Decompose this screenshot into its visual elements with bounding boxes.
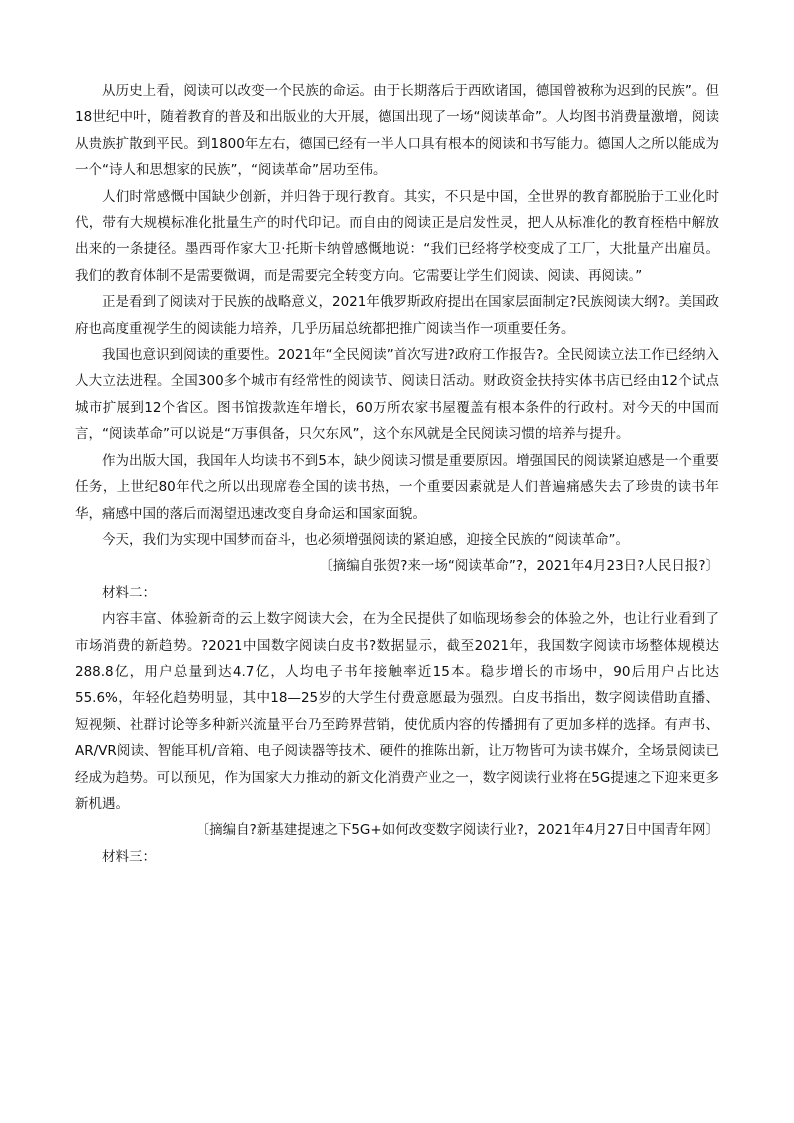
paragraph-reading-urgency: 作为出版大国，我国年人均读书不到5本，缺少阅读习惯是重要原因。增强国民的阅读紧迫感是一个重要任务，上世纪80年代之所以出现席卷全国的读书热，一个重要因素就是人们普遍痛感失去了珍贵的读书年华，痛感中国的落后而渴望迅速改变自身命运和国家面貌。	[75, 452, 719, 522]
material-three-label: 材料三：	[102, 848, 156, 865]
paragraph-digital-reading: 内容丰富、体验新奇的云上数字阅读大会，在为全民提供了如临现场参会的体验之外，也让行业看到了市场消费的新趋势。?2021中国数字阅读白皮书?数据显示，截至2021年，我国数字阅读市场整体规模达288.8亿，用户总量到达4.7亿，人均电子书年接触率近15本。稳步增长的市场中，90后用户占比达55.6%，年轻化趋势明显，其中18—25岁的大学生付费意愿最为强烈。白皮书指出，数字阅读借助直播、短视频、社群讨论等多种新兴流量平台乃至跨界营销，使优质内容的传播拥有了更加多样的选择。有声书、AR/VR阅读、智能耳机/音箱、电子阅读器等技术、硬件的推陈出新，让万物皆可为读书媒介，全场景阅读已经成为趋势。可以预见，作为国家大力推动的新文化消费产业之一，数字阅读行业将在5G提速之下迎来更多新机遇。	[75, 611, 719, 812]
source-citation-two: 〔摘编自?新基建提速之下5G+如何改变数字阅读行业?，2021年4月27日中国青年网〕	[195, 822, 719, 839]
paragraph-strategic-significance: 正是看到了阅读对于民族的战略意义，2021年俄罗斯政府提出在国家层面制定?民族阅读大纲?。美国政府也高度重视学生的阅读能力培养，几乎历届总统都把推广阅读当作一项重要任务。	[75, 294, 719, 337]
document-page	[75, 78, 719, 870]
paragraph-innovation-education: 人们时常感慨中国缺少创新，并归咎于现行教育。其实，不只是中国，全世界的教育都脱胎于工业化时代，带有大规模标准化批量生产的时代印记。而自由的阅读正是启发性灵，把人从标准化的教育桎梏中解放出来的一条捷径。墨西哥作家大卫·托斯卡纳曾感慨地说：“我们已经将学校变成了工厂，大批量产出雇员。我们的教育体制不是需要微调，而是需要完全转变方向。它需要让学生们阅读、阅读、再阅读。”	[75, 188, 719, 284]
paragraph-chinese-dream: 今天，我们为实现中国梦而奋斗，也必须增强阅读的紧迫感，迎接全民族的“阅读革命”。	[102, 531, 629, 548]
material-two-label: 材料二：	[102, 584, 156, 601]
source-citation-one: 〔摘编自张贺?来一场“阅读革命”?，2021年4月23日?人民日报?〕	[319, 558, 719, 575]
paragraph-national-reading: 我国也意识到阅读的重要性。2021年“全民阅读”首次写进?政府工作报告?。全民阅读立法工作已经纳入人大立法进程。全国300多个城市有经常性的阅读节、阅读日活动。财政资金扶持实体书店已经由12个试点城市扩展到12个省区。图书馆拨款连年增长，60万所农家书屋覆盖有根本条件的行政村。对今天的中国而言，“阅读革命”可以说是“万事俱备，只欠东风”，这个东风就是全民阅读习惯的培养与提升。	[75, 347, 719, 443]
paragraph-reading-history: 从历史上看，阅读可以改变一个民族的命运。由于长期落后于西欧诸国，德国曾被称为迟到的民族”。但18世纪中叶，随着教育的普及和出版业的大开展，德国出现了一场“阅读革命”。人均图书消费量激增，阅读从贵族扩散到平民。到1800年左右，德国已经有一半人口具有根本的阅读和书写能力。德国人之所以能成为一个“诗人和思想家的民族”，“阅读革命”居功至伟。	[75, 83, 719, 179]
